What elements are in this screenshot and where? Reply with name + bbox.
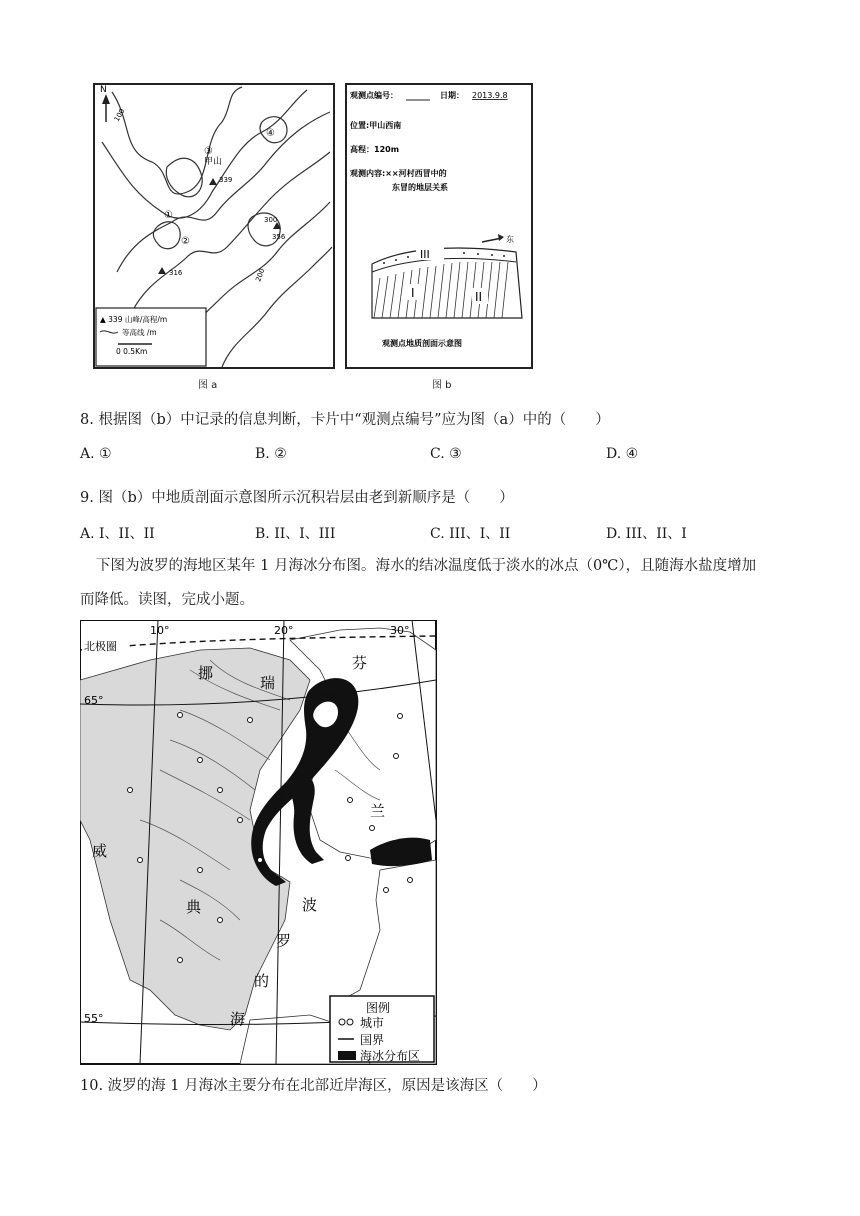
card-content-line1: 观测内容:××河村西冒中的 [350, 169, 447, 178]
q9-option-a[interactable]: A. I、II、II [80, 526, 155, 542]
lon-label-20: 20° [274, 624, 294, 637]
contour-label-200: 200 [254, 267, 267, 283]
place-de: 的 [254, 972, 270, 990]
question-9-text: 9. 图（b）中地质剖面示意图所示沉积岩层由老到新顺序是（ ） [80, 490, 514, 506]
card-date-label: 日期： [440, 91, 464, 100]
legend-border: 国界 [360, 1033, 385, 1047]
point-2: ② [181, 236, 190, 247]
svg-text:339: 339 [219, 176, 233, 184]
place-dian: 典 [186, 898, 202, 916]
place-wei: 威 [92, 842, 108, 860]
legend-title: 图例 [366, 1001, 391, 1015]
q8-option-d[interactable]: D. ④ [606, 446, 639, 462]
question-10-text: 10. 波罗的海 1 月海冰主要分布在北部近岸海区，原因是该海区（ ） [80, 1078, 547, 1094]
card-location: 位置:甲山西南 [350, 121, 402, 130]
intro-line-1: 下图为波罗的海地区某年 1 月海冰分布图。海水的结冰温度低于淡水的冰点（0℃），且随海水盐度增加 [96, 558, 757, 574]
layer-i-label: I [411, 286, 415, 300]
place-luo: 罗 [276, 932, 292, 950]
place-nuo: 挪 [198, 664, 214, 682]
card-date-value: 2013.9.8 [472, 91, 508, 100]
legend-city: 城市 [360, 1016, 385, 1030]
map-legend [330, 996, 434, 1063]
q9-option-d[interactable]: D. III、II、I [606, 526, 687, 542]
lat-label-65: 65° [84, 694, 104, 707]
q9-option-c[interactable]: C. III、I、II [430, 526, 511, 542]
lon-label-10: 10° [150, 624, 170, 637]
point-4: ④ [266, 128, 275, 139]
arctic-circle-label: 北极圈 [84, 640, 117, 653]
card-content-line2: 东冒的地层关系 [392, 183, 448, 192]
geologic-section [372, 246, 522, 318]
baltic-sea-ice-map [80, 620, 438, 1066]
intro-line-2: 而降低。读图，完成小题。 [80, 592, 254, 608]
place-hai: 海 [230, 1010, 246, 1028]
figure-b-caption: 图 b [432, 380, 452, 391]
svg-text:0 0.5Km: 0 0.5Km [116, 347, 148, 356]
legend-ice: 海冰分布区 [360, 1049, 421, 1063]
svg-text:等高线 /m: 等高线 /m [122, 328, 157, 337]
contour-label-100: 100 [112, 107, 127, 123]
layer-ii-label: II [475, 290, 483, 304]
layer-iii-label: III [420, 248, 430, 261]
place-lan: 兰 [370, 802, 386, 820]
q9-option-b[interactable]: B. II、I、III [255, 526, 336, 542]
place-bo: 波 [302, 896, 318, 914]
svg-text:东: 东 [506, 235, 514, 244]
section-caption: 观测点地质剖面示意图 [382, 339, 462, 348]
point-1: ① [164, 210, 173, 221]
place-fen: 芬 [352, 654, 368, 672]
card-elevation: 高程：120m [350, 145, 400, 154]
point-3: ③ [204, 146, 213, 157]
place-rui: 瑞 [260, 674, 276, 692]
question-8-text: 8. 根据图（b）中记录的信息判断，卡片中“观测点编号”应为图（a）中的（ ） [80, 412, 610, 428]
svg-text:356: 356 [272, 233, 286, 241]
figure-b-observation-card [344, 82, 536, 372]
q8-option-b[interactable]: B. ② [255, 446, 287, 462]
lat-label-55: 55° [84, 1012, 104, 1025]
figure-a-legend [96, 308, 206, 366]
q8-option-a[interactable]: A. ① [80, 446, 112, 462]
card-id-label: 观测点编号： [350, 91, 398, 100]
contour-label-300: 300 [264, 216, 278, 224]
svg-text:316: 316 [169, 269, 183, 277]
q8-option-c[interactable]: C. ③ [430, 446, 462, 462]
figure-a-caption: 图 a [198, 380, 218, 391]
svg-text:甲山: 甲山 [204, 157, 223, 167]
figure-a-topographic-map [92, 82, 338, 372]
svg-text:▲ 339 山峰/高程/m: ▲ 339 山峰/高程/m [100, 315, 168, 324]
lon-label-30: 30° [390, 624, 410, 637]
north-label: N [100, 85, 107, 95]
